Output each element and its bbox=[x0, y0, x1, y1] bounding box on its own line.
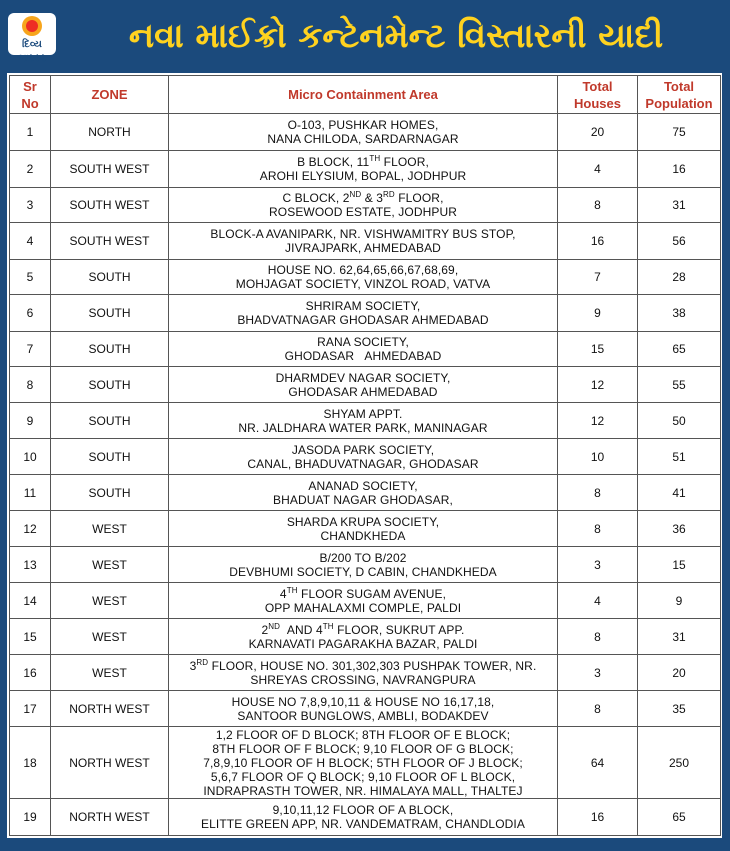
table-row bbox=[10, 295, 721, 332]
cell-total-population: 35 bbox=[638, 691, 721, 727]
cell-zone: SOUTH bbox=[51, 403, 169, 439]
cell-area: C BLOCK, 2ND & 3RD FLOOR, ROSEWOOD ESTATE, JODHPUR bbox=[169, 188, 558, 223]
cell-zone: NORTH WEST bbox=[51, 727, 169, 799]
cell-area: RANA SOCIETY, GHODASAR AHMEDABAD bbox=[169, 332, 558, 367]
cell-sr-no: 17 bbox=[10, 691, 51, 727]
cell-area: ANANAD SOCIETY, BHADUAT NAGAR GHODASAR, bbox=[169, 475, 558, 511]
cell-total-population: 250 bbox=[638, 727, 721, 799]
containment-table bbox=[9, 75, 721, 836]
cell-total-population: 41 bbox=[638, 475, 721, 511]
containment-table-sheet bbox=[7, 73, 722, 838]
table-row bbox=[10, 114, 721, 151]
cell-sr-no: 19 bbox=[10, 799, 51, 836]
cell-total-houses: 4 bbox=[558, 151, 638, 188]
cell-total-houses: 8 bbox=[558, 511, 638, 547]
cell-total-population: 55 bbox=[638, 367, 721, 403]
cell-sr-no: 5 bbox=[10, 260, 51, 295]
cell-sr-no: 8 bbox=[10, 367, 51, 403]
table-row bbox=[10, 619, 721, 655]
table-row bbox=[10, 583, 721, 619]
cell-zone: NORTH bbox=[51, 114, 169, 151]
cell-area: SHARDA KRUPA SOCIETY, CHANDKHEDA bbox=[169, 511, 558, 547]
table-row bbox=[10, 332, 721, 367]
cell-total-population: 38 bbox=[638, 295, 721, 332]
cell-zone: SOUTH bbox=[51, 439, 169, 475]
cell-total-population: 36 bbox=[638, 511, 721, 547]
cell-total-houses: 8 bbox=[558, 188, 638, 223]
table-row bbox=[10, 260, 721, 295]
table-row bbox=[10, 655, 721, 691]
cell-zone: WEST bbox=[51, 655, 169, 691]
cell-zone: SOUTH bbox=[51, 367, 169, 403]
cell-total-houses: 16 bbox=[558, 223, 638, 260]
cell-zone: SOUTH WEST bbox=[51, 151, 169, 188]
cell-area: DHARMDEV NAGAR SOCIETY, GHODASAR AHMEDABAD bbox=[169, 367, 558, 403]
cell-zone: NORTH WEST bbox=[51, 799, 169, 836]
cell-total-population: 56 bbox=[638, 223, 721, 260]
cell-area: BLOCK-A AVANIPARK, NR. VISHWAMITRY BUS STOP, JIVRAJPARK, AHMEDABAD bbox=[169, 223, 558, 260]
table-row bbox=[10, 475, 721, 511]
cell-area: JASODA PARK SOCIETY, CANAL, BHADUVATNAGAR, GHODASAR bbox=[169, 439, 558, 475]
cell-area: B BLOCK, 11TH FLOOR, AROHI ELYSIUM, BOPAL, JODHPUR bbox=[169, 151, 558, 188]
cell-total-houses: 12 bbox=[558, 403, 638, 439]
cell-zone: SOUTH WEST bbox=[51, 188, 169, 223]
cell-zone: WEST bbox=[51, 547, 169, 583]
cell-total-population: 65 bbox=[638, 799, 721, 836]
cell-total-houses: 8 bbox=[558, 619, 638, 655]
table-header-row bbox=[10, 76, 721, 114]
cell-total-population: 9 bbox=[638, 583, 721, 619]
cell-total-houses: 3 bbox=[558, 547, 638, 583]
cell-sr-no: 3 bbox=[10, 188, 51, 223]
col-header-zone: ZONE bbox=[51, 76, 169, 114]
cell-total-population: 31 bbox=[638, 619, 721, 655]
cell-sr-no: 15 bbox=[10, 619, 51, 655]
cell-total-houses: 64 bbox=[558, 727, 638, 799]
table-row bbox=[10, 727, 721, 799]
cell-area: HOUSE NO 7,8,9,10,11 & HOUSE NO 16,17,18, SANTOOR BUNGLOWS, AMBLI, BODAKDEV bbox=[169, 691, 558, 727]
table-row bbox=[10, 511, 721, 547]
cell-area: SHRIRAM SOCIETY, BHADVATNAGAR GHODASAR AHMEDABAD bbox=[169, 295, 558, 332]
sun-icon bbox=[22, 16, 42, 36]
cell-total-population: 16 bbox=[638, 151, 721, 188]
cell-sr-no: 9 bbox=[10, 403, 51, 439]
cell-sr-no: 18 bbox=[10, 727, 51, 799]
cell-area: SHYAM APPT. NR. JALDHARA WATER PARK, MANINAGAR bbox=[169, 403, 558, 439]
cell-zone: WEST bbox=[51, 619, 169, 655]
cell-total-houses: 4 bbox=[558, 583, 638, 619]
table-row bbox=[10, 691, 721, 727]
col-header-sr-no bbox=[10, 76, 51, 114]
col-header-population: Total Population bbox=[638, 76, 721, 114]
cell-sr-no: 2 bbox=[10, 151, 51, 188]
cell-total-houses: 10 bbox=[558, 439, 638, 475]
cell-area: B/200 TO B/202 DEVBHUMI SOCIETY, D CABIN, CHANDKHEDA bbox=[169, 547, 558, 583]
cell-zone: SOUTH bbox=[51, 295, 169, 332]
cell-total-population: 15 bbox=[638, 547, 721, 583]
table-row bbox=[10, 403, 721, 439]
cell-zone: NORTH WEST bbox=[51, 691, 169, 727]
cell-total-houses: 15 bbox=[558, 332, 638, 367]
table-row bbox=[10, 188, 721, 223]
cell-total-houses: 16 bbox=[558, 799, 638, 836]
cell-area: O-103, PUSHKAR HOMES, NANA CHILODA, SARDARNAGAR bbox=[169, 114, 558, 151]
cell-total-houses: 20 bbox=[558, 114, 638, 151]
table-row bbox=[10, 367, 721, 403]
cell-sr-no: 16 bbox=[10, 655, 51, 691]
cell-sr-no: 10 bbox=[10, 439, 51, 475]
cell-area: 1,2 FLOOR OF D BLOCK; 8TH FLOOR OF E BLOCK; 8TH FLOOR OF F BLOCK; 9,10 FLOOR OF G BLOCK; 7,8,9,10 FLOOR OF H BLOCK; 5TH FLOOR OF J BLOCK; 5,6,7 FLOOR OF Q BLOCK; 9,10 FLOOR OF L BLOCK, INDRAPRASTH TOWER, NR. HIMALAYA MALL, THALTEJ bbox=[169, 727, 558, 799]
cell-total-population: 65 bbox=[638, 332, 721, 367]
cell-total-houses: 7 bbox=[558, 260, 638, 295]
cell-total-houses: 8 bbox=[558, 475, 638, 511]
cell-total-population: 28 bbox=[638, 260, 721, 295]
table-row bbox=[10, 151, 721, 188]
cell-sr-no: 7 bbox=[10, 332, 51, 367]
cell-area: 2ND AND 4TH FLOOR, SUKRUT APP. KARNAVATI PAGARAKHA BAZAR, PALDI bbox=[169, 619, 558, 655]
cell-area: 3RD FLOOR, HOUSE NO. 301,302,303 PUSHPAK TOWER, NR. SHREYAS CROSSING, NAVRANGPURA bbox=[169, 655, 558, 691]
col-header-area: Micro Containment Area bbox=[169, 76, 558, 114]
cell-total-houses: 12 bbox=[558, 367, 638, 403]
logo-text: દિવ્ય ભાસ્કર bbox=[18, 39, 46, 64]
page-header bbox=[0, 0, 730, 70]
cell-sr-no: 14 bbox=[10, 583, 51, 619]
divya-bhaskar-logo bbox=[8, 13, 56, 64]
cell-area: 4TH FLOOR SUGAM AVENUE, OPP MAHALAXMI COMPLE, PALDI bbox=[169, 583, 558, 619]
cell-zone: WEST bbox=[51, 511, 169, 547]
cell-zone: WEST bbox=[51, 583, 169, 619]
cell-total-population: 75 bbox=[638, 114, 721, 151]
cell-zone: SOUTH bbox=[51, 332, 169, 367]
cell-zone: SOUTH WEST bbox=[51, 223, 169, 260]
cell-total-population: 50 bbox=[638, 403, 721, 439]
table-row bbox=[10, 439, 721, 475]
cell-total-population: 31 bbox=[638, 188, 721, 223]
cell-total-population: 20 bbox=[638, 655, 721, 691]
cell-sr-no: 4 bbox=[10, 223, 51, 260]
cell-sr-no: 6 bbox=[10, 295, 51, 332]
cell-sr-no: 13 bbox=[10, 547, 51, 583]
col-header-houses: Total Houses bbox=[558, 76, 638, 114]
table-row bbox=[10, 547, 721, 583]
cell-area: 9,10,11,12 FLOOR OF A BLOCK, ELITTE GREEN APP, NR. VANDEMATRAM, CHANDLODIA bbox=[169, 799, 558, 836]
page-title: નવા માઈક્રો કન્ટેનમેન્ટ વિસ્તારની યાદી bbox=[128, 16, 664, 56]
cell-total-houses: 8 bbox=[558, 691, 638, 727]
cell-zone: SOUTH bbox=[51, 475, 169, 511]
cell-sr-no: 12 bbox=[10, 511, 51, 547]
cell-sr-no: 11 bbox=[10, 475, 51, 511]
table-row bbox=[10, 799, 721, 836]
cell-total-houses: 3 bbox=[558, 655, 638, 691]
cell-total-houses: 9 bbox=[558, 295, 638, 332]
cell-total-population: 51 bbox=[638, 439, 721, 475]
cell-zone: SOUTH bbox=[51, 260, 169, 295]
cell-area: HOUSE NO. 62,64,65,66,67,68,69, MOHJAGAT SOCIETY, VINZOL ROAD, VATVA bbox=[169, 260, 558, 295]
sr-no-label: Sr No bbox=[21, 78, 39, 111]
table-row bbox=[10, 223, 721, 260]
cell-sr-no: 1 bbox=[10, 114, 51, 151]
